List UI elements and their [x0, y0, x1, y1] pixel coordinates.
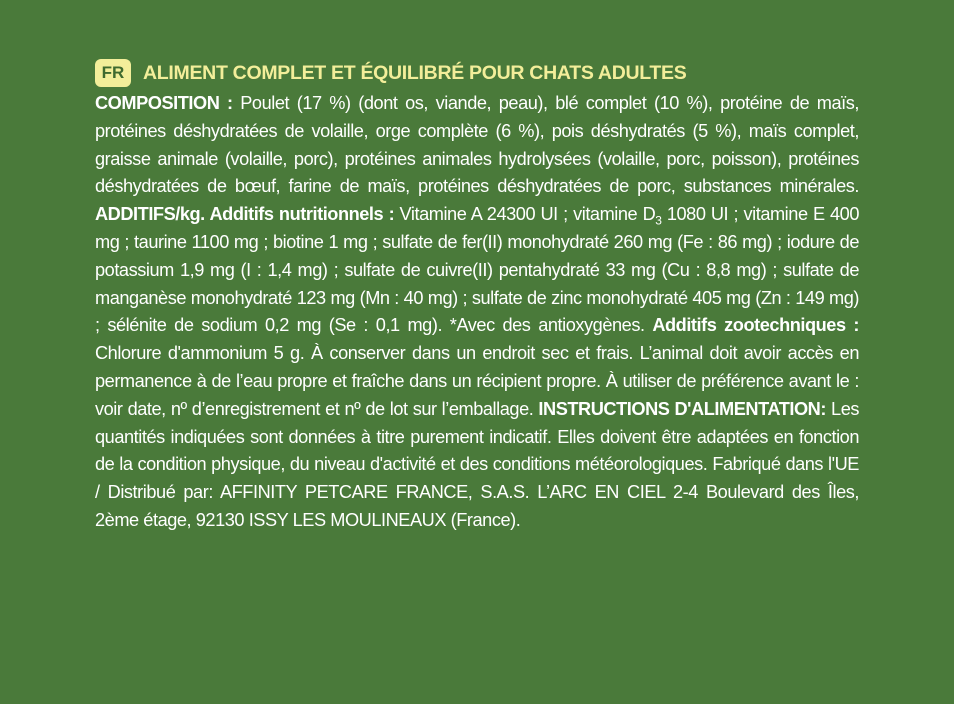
- label-body: [95, 90, 859, 535]
- additifs-subscript: 3: [655, 213, 662, 228]
- additifs-title: ADDITIFS/kg. Additifs nutritionnels :: [95, 204, 395, 225]
- instructions-text: Les quantités indiquées sont données à titre purement indicatif. Elles doivent être adaptées en fonction de la condition physique, du niveau d'activité et des conditions météorologiques. Fabriqué dans l'UE / Distribué par: AFFINITY PETCARE FRANCE, S.A.S. L’ARC EN CIEL 2-4 Boulevard des Îles, 2ème étage, 92130 ISSY LES MOULINEAUX (France).: [95, 398, 860, 530]
- additifs-text-a: Vitamine A 24300 UI ; vitamine D: [394, 204, 656, 225]
- composition-text: Poulet (17 %) (dont os, viande, peau), blé complet (10 %), protéine de maïs, protéines déshydratées de volaille, orge complète (6 %), pois déshydratés (5 %), maïs complet, graisse animale (volaille, porc), protéines animales hydrolysées (volaille, porc, poisson), protéines déshydratées de bœuf, farine de maïs, protéines déshydratées de porc, substances minérales.: [95, 93, 859, 197]
- instructions-title: INSTRUCTIONS D'ALIMENTATION:: [538, 398, 826, 419]
- label-heading: ALIMENT COMPLET ET ÉQUILIBRÉ POUR CHATS ADULTES: [143, 61, 687, 84]
- label-header: [95, 58, 859, 88]
- zootech-text: Chlorure d'ammonium 5 g. À conserver dans un endroit sec et frais. L’animal doit avoir accès en permanence à de l’eau propre et fraîche dans un récipient propre. À utiliser de préférence avant le : voir date, nº d’enregistrement et nº de lot sur l’emballage.: [95, 343, 859, 419]
- language-badge: FR: [95, 59, 131, 87]
- additifs-text-b: 1080 UI ; vitamine E 400 mg ; taurine 1100 mg ; biotine 1 mg ; sulfate de fer(II) monohydraté 260 mg (Fe : 86 mg) ; iodure de potassium 1,9 mg (I : 1,4 mg) ; sulfate de cuivre(II) pentahydraté 33 mg (Cu : 8,8 mg) ; sulfate de manganèse monohydraté 123 mg (Mn : 40 mg) ; sulfate de zinc monohydraté 405 mg (Zn : 149 mg) ; sélénite de sodium 0,2 mg (Se : 0,1 mg). *Avec des antioxygènes.: [95, 204, 860, 336]
- composition-title: COMPOSITION :: [95, 93, 233, 113]
- food-label: [95, 58, 859, 535]
- zootech-title: Additifs zootechniques :: [652, 315, 859, 336]
